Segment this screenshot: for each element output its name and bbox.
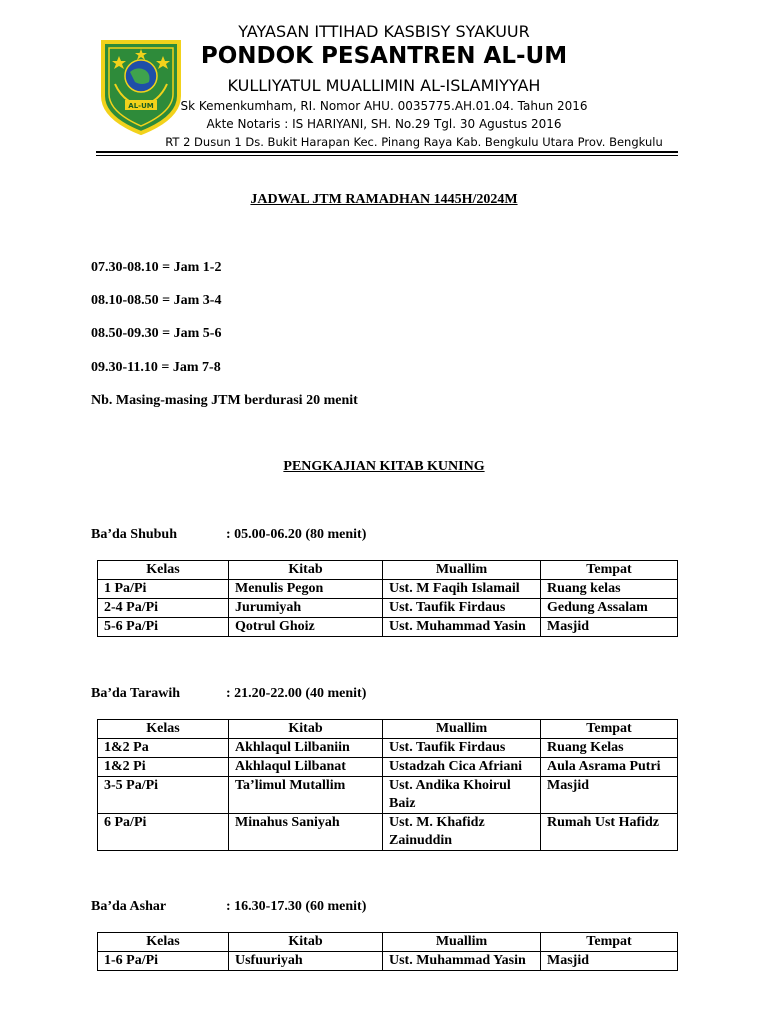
column-header-tempat: Tempat — [541, 561, 678, 580]
session-time: : 16.30-17.30 (60 menit) — [226, 899, 367, 914]
column-header-tempat: Tempat — [541, 933, 678, 952]
cell-kelas: 1-6 Pa/Pi — [98, 952, 229, 971]
table-row — [98, 618, 678, 637]
table-row — [98, 952, 678, 971]
cell-muallim: Ust. Andika Khoirul Baiz — [383, 777, 541, 814]
cell-kelas: 1&2 Pi — [98, 758, 229, 777]
cell-kitab: Menulis Pegon — [229, 580, 383, 599]
logo-text: AL-UM — [128, 102, 154, 110]
cell-kitab: Jurumiyah — [229, 599, 383, 618]
column-header-kitab: Kitab — [229, 561, 383, 580]
schedule-title: JADWAL JTM RAMADHAN 1445H/2024M — [250, 192, 518, 207]
column-header-kitab: Kitab — [229, 720, 383, 739]
column-header-kelas: Kelas — [98, 933, 229, 952]
cell-kelas: 1 Pa/Pi — [98, 580, 229, 599]
cell-kitab: Qotrul Ghoiz — [229, 618, 383, 637]
table-header-row — [98, 933, 678, 952]
schedule-table — [97, 719, 678, 851]
cell-muallim: Ust. Taufik Firdaus — [383, 739, 541, 758]
column-header-kelas: Kelas — [98, 561, 229, 580]
cell-muallim: Ust. M Faqih Islamail — [383, 580, 541, 599]
session-time: : 05.00-06.20 (80 menit) — [226, 527, 367, 542]
cell-kelas: 2-4 Pa/Pi — [98, 599, 229, 618]
cell-kelas: 3-5 Pa/Pi — [98, 777, 229, 814]
cell-kitab: Minahus Saniyah — [229, 814, 383, 851]
column-header-muallim: Muallim — [383, 720, 541, 739]
cell-kitab: Akhlaqul Lilbaniin — [229, 739, 383, 758]
table-row — [98, 599, 678, 618]
column-header-muallim: Muallim — [383, 561, 541, 580]
table-header-row — [98, 720, 678, 739]
cell-tempat: Aula Asrama Putri — [541, 758, 678, 777]
cell-kelas: 1&2 Pa — [98, 739, 229, 758]
session-label: Ba’da Shubuh — [91, 527, 178, 542]
schedule-table — [97, 932, 678, 971]
cell-tempat: Ruang kelas — [541, 580, 678, 599]
cell-tempat: Gedung Assalam — [541, 599, 678, 618]
cell-tempat: Ruang Kelas — [541, 739, 678, 758]
cell-muallim: Ust. Taufik Firdaus — [383, 599, 541, 618]
session-time: : 21.20-22.00 (40 menit) — [226, 686, 367, 701]
time-slot: 07.30-08.10 = Jam 1-2 — [91, 260, 222, 275]
time-slot: 08.10-08.50 = Jam 3-4 — [91, 293, 222, 308]
table-header-row — [98, 561, 678, 580]
cell-muallim: Ustadzah Cica Afriani — [383, 758, 541, 777]
cell-tempat: Rumah Ust Hafidz — [541, 814, 678, 851]
decree-text: Sk Kemenkumham, RI. Nomor AHU. 0035775.AH.01.04. Tahun 2016 — [180, 99, 588, 113]
session-label: Ba’da Tarawih — [91, 686, 181, 701]
cell-kelas: 6 Pa/Pi — [98, 814, 229, 851]
address-text: RT 2 Dusun 1 Ds. Bukit Harapan Kec. Pinang Raya Kab. Bengkulu Utara Prov. Bengkulu — [165, 135, 663, 149]
session-heading — [91, 527, 366, 543]
header-rule-thin — [96, 155, 678, 156]
table-row — [98, 758, 678, 777]
cell-muallim: Ust. Muhammad Yasin — [383, 952, 541, 971]
cell-muallim: Ust. Muhammad Yasin — [383, 618, 541, 637]
cell-muallim: Ust. M. Khafidz Zainuddin — [383, 814, 541, 851]
column-header-tempat: Tempat — [541, 720, 678, 739]
time-slot: 08.50-09.30 = Jam 5-6 — [91, 326, 222, 341]
column-header-muallim: Muallim — [383, 933, 541, 952]
faculty-name: KULLIYATUL MUALLIMIN AL-ISLAMIYYAH — [227, 76, 541, 95]
cell-kitab: Ta’limul Mutallim — [229, 777, 383, 814]
foundation-name: YAYASAN ITTIHAD KASBISY SYAKUUR — [238, 22, 530, 41]
school-name: PONDOK PESANTREN AL-UM — [200, 43, 568, 69]
schedule-table — [97, 560, 678, 637]
time-slot: 09.30-11.10 = Jam 7-8 — [91, 360, 221, 375]
duration-note: Nb. Masing-masing JTM berdurasi 20 menit — [91, 393, 358, 408]
table-row — [98, 777, 678, 814]
cell-kitab: Akhlaqul Lilbanat — [229, 758, 383, 777]
cell-tempat: Masjid — [541, 618, 678, 637]
table-row — [98, 580, 678, 599]
table-row — [98, 739, 678, 758]
column-header-kelas: Kelas — [98, 720, 229, 739]
cell-kitab: Usfuuriyah — [229, 952, 383, 971]
table-row — [98, 814, 678, 851]
session-label: Ba’da Ashar — [91, 899, 167, 914]
cell-tempat: Masjid — [541, 777, 678, 814]
header-rule — [96, 151, 678, 153]
session-heading — [91, 899, 366, 915]
column-header-kitab: Kitab — [229, 933, 383, 952]
cell-kelas: 5-6 Pa/Pi — [98, 618, 229, 637]
cell-tempat: Masjid — [541, 952, 678, 971]
notary-text: Akte Notaris : IS HARIYANI, SH. No.29 Tgl. 30 Agustus 2016 — [206, 117, 562, 131]
kitab-title: PENGKAJIAN KITAB KUNING — [283, 459, 485, 474]
session-heading — [91, 686, 366, 702]
